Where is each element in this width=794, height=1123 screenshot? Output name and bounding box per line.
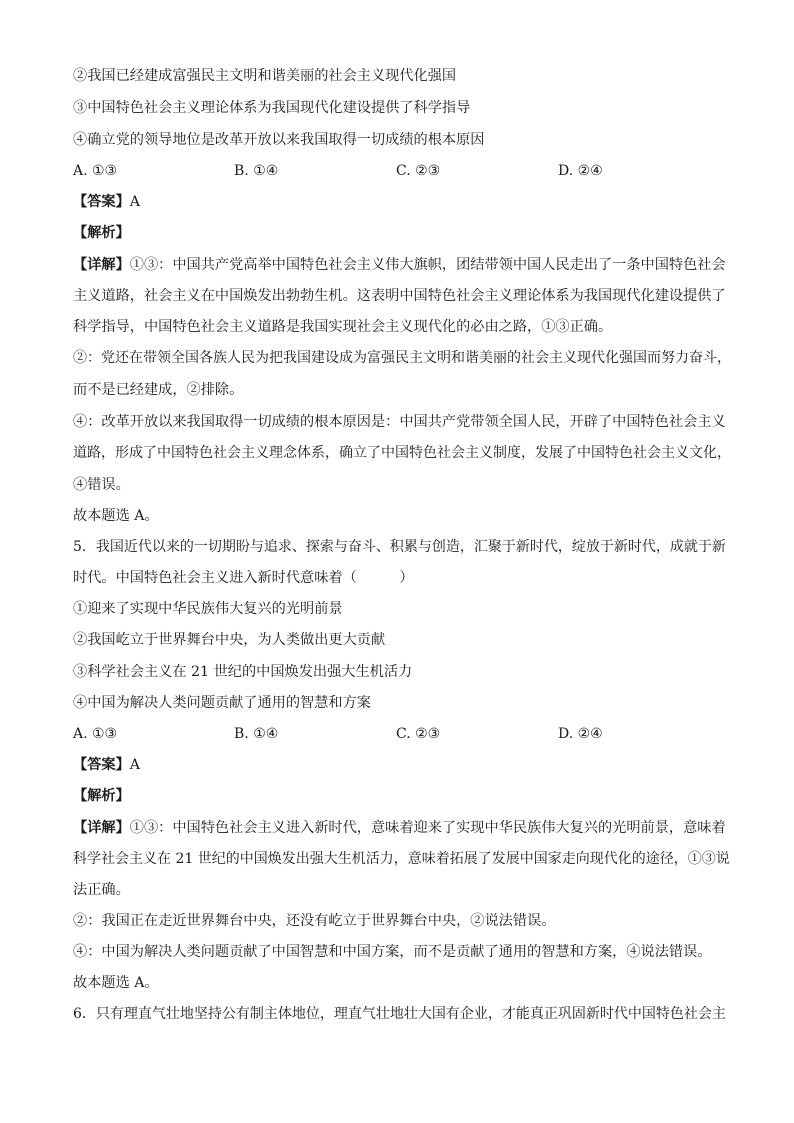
- q5-option-b: B. ①④: [234, 726, 279, 742]
- q5-analysis-heading: 【解析】: [73, 788, 130, 804]
- q4-explanation-line-6: ④：改革开放以来我国取得一切成绩的根本原因是：中国共产党带领全国人民，开辟了中国特色社会主义: [73, 414, 726, 430]
- q5-answer-value: A: [129, 757, 141, 773]
- q4-answer: [73, 192, 733, 212]
- q5-stem-line-1: 5．我国近代以来的一切期盼与追求、探索与奋斗、积累与创造，汇聚于新时代，绽放于新时代，成就于新: [73, 539, 726, 555]
- q4-explanation-line-5: 而不是已经建成，②排除。: [73, 382, 244, 398]
- q5-statement-4: ④中国为解决人类问题贡献了通用的智慧和方案: [73, 695, 371, 711]
- q5-explanation-line-3: 法正确。: [73, 882, 130, 898]
- q5-statement-1: ①迎来了实现中华民族伟大复兴的光明前景: [73, 601, 343, 617]
- q4-option-a: A. ①③: [73, 163, 118, 179]
- q5-options: [73, 724, 733, 744]
- q5-explanation-line-4: ②：我国正在走近世界舞台中央，还没有屹立于世界舞台中央，②说法错误。: [73, 913, 556, 929]
- q4-statement-4: ④确立党的领导地位是改革开放以来我国取得一切成绩的根本原因: [73, 132, 485, 148]
- q5-detail-tag: 【详解】: [73, 820, 130, 836]
- q5-answer: [73, 755, 733, 775]
- q5-option-d: D. ②④: [558, 726, 603, 742]
- q5-option-c: C. ②③: [396, 726, 441, 742]
- q5-stem-line-2: 时代。中国特色社会主义进入新时代意味着（ ）: [73, 570, 414, 586]
- q4-options: [73, 161, 733, 181]
- q4-explanation-line-7: 道路，形成了中国特色社会主义理念体系，确立了中国特色社会主义制度，发展了中国特色社会主义文化，: [73, 445, 731, 461]
- q4-explanation-line-2: 主义道路，社会主义在中国焕发出勃勃生机。这表明中国特色社会主义理论体系为我国现代化建设提供了: [73, 288, 726, 304]
- q5-answer-tag: 【答案】: [73, 757, 130, 773]
- q5-explanation-line-1: 【详解】①③：中国特色社会主义进入新时代，意味着迎来了实现中华民族伟大复兴的光明前景，意味着: [73, 820, 726, 836]
- q5-statement-3: ③科学社会主义在 21 世纪的中国焕发出强大生机活力: [73, 664, 413, 680]
- q4-detail-tag: 【详解】: [73, 257, 130, 273]
- q4-statement-3: ③中国特色社会主义理论体系为我国现代化建设提供了科学指导: [73, 100, 471, 116]
- q4-option-c: C. ②③: [396, 163, 441, 179]
- q4-answer-tag: 【答案】: [73, 194, 130, 210]
- q4-answer-value: A: [129, 194, 141, 210]
- q5-statement-2: ②我国屹立于世界舞台中央，为人类做出更大贡献: [73, 632, 386, 648]
- q4-statement-2: ②我国已经建成富强民主文明和谐美丽的社会主义现代化强国: [73, 68, 457, 84]
- q6-stem-line-1: 6．只有理直气壮地坚持公有制主体地位，理直气壮地壮大国有企业，才能真正巩固新时代中国特色社会主: [73, 1006, 726, 1022]
- q5-conclusion: 故本题选 A。: [73, 975, 159, 991]
- q5-option-a: A. ①③: [73, 726, 118, 742]
- q4-option-d: D. ②④: [558, 163, 603, 179]
- q4-option-b: B. ①④: [234, 163, 279, 179]
- q4-explanation-line-8: ④错误。: [73, 477, 130, 493]
- q4-explanation-line-3: 科学指导，中国特色社会主义道路是我国实现社会主义现代化的必由之路，①③正确。: [73, 319, 613, 335]
- q5-explanation-line-2: 科学社会主义在 21 世纪的中国焕发出强大生机活力，意味着拓展了发展中国家走向现代化的途径，①③说: [73, 851, 730, 867]
- q4-conclusion: 故本题选 A。: [73, 508, 159, 524]
- q4-explanation-line-4: ②：党还在带领全国各族人民为把我国建设成为富强民主文明和谐美丽的社会主义现代化强国而努力奋斗，: [73, 350, 731, 366]
- q4-explanation-line-1: 【详解】①③：中国共产党高举中国特色社会主义伟大旗帜，团结带领中国人民走出了一条中国特色社会: [73, 257, 726, 273]
- q5-explanation-line-5: ④：中国为解决人类问题贡献了中国智慧和中国方案，而不是贡献了通用的智慧和方案，④说法错误。: [73, 944, 712, 960]
- q4-analysis-heading: 【解析】: [73, 225, 130, 241]
